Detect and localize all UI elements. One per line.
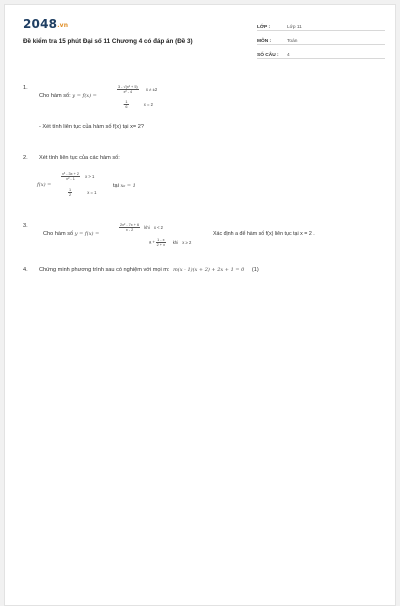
fraction xyxy=(117,85,139,94)
case-condition: x < 2 xyxy=(153,224,164,230)
fraction-denominator: x² - 1 xyxy=(66,177,75,181)
question-task: - Xét tính liên tục của hàm số f(x) tại x= 2? xyxy=(39,124,144,130)
case-condition: x > 1 xyxy=(85,173,95,179)
point: x₀ = 1 xyxy=(120,183,136,189)
fraction xyxy=(124,100,128,109)
exam-meta xyxy=(257,19,385,61)
fraction-denominator: x² - 4 xyxy=(123,90,133,94)
logo-text: 2048 xyxy=(23,17,58,31)
fraction xyxy=(156,238,165,247)
question-task: Xác định a để hàm số f(x) liên tục tại x = 2 . xyxy=(213,231,315,237)
khi-word: khi xyxy=(172,239,179,245)
function-name: f(x) = xyxy=(37,182,52,188)
meta-row-class xyxy=(257,19,385,31)
meta-key: MÔN : xyxy=(257,39,272,44)
fraction-denominator: x - 2 xyxy=(125,228,134,232)
fraction-numerator: 2x² - 7x + 6 xyxy=(120,223,140,227)
at-word: tại xyxy=(113,183,119,189)
question-number: 1. xyxy=(23,85,28,91)
fraction-numerator: x³ - 3x + 2 xyxy=(62,172,79,176)
fraction xyxy=(68,188,72,197)
question-number: 4. xyxy=(23,267,28,273)
logo-tld: .vn xyxy=(57,22,69,29)
fraction-numerator: 1 xyxy=(125,100,128,104)
fraction-denominator: 2 xyxy=(69,193,72,197)
case-condition: x = 1 xyxy=(87,189,97,195)
question-text: Chứng minh phương trình sau có nghiệm với mọi m: xyxy=(39,267,170,273)
meta-row-subject xyxy=(257,33,385,45)
meta-key: LỚP : xyxy=(257,25,271,30)
question-lead: Cho hàm số xyxy=(43,231,74,237)
fraction-numerator: 1 xyxy=(69,188,72,192)
meta-value: Toán xyxy=(287,39,298,44)
meta-row-count xyxy=(257,47,385,59)
question-number: 3. xyxy=(23,223,28,229)
sign: - xyxy=(123,101,125,107)
document-page xyxy=(4,4,396,606)
fraction-numerator: 3 - √(x² + 5) xyxy=(118,85,138,89)
case-condition: x ≠ ±2 xyxy=(145,86,158,92)
fraction-denominator: 2 + x xyxy=(156,243,165,247)
equation-tag: (1) xyxy=(251,267,259,273)
fraction xyxy=(61,172,80,181)
fraction-denominator: 6 xyxy=(125,105,128,109)
equation: m(x - 1)(x + 2) + 2x + 1 = 0 xyxy=(173,267,245,273)
meta-value: Lớp 11 xyxy=(287,25,302,30)
fraction-numerator: 1 - x xyxy=(157,238,165,242)
function-name: y = f(x) = xyxy=(74,231,100,237)
meta-key: SỐ CÂU : xyxy=(257,53,279,58)
question-text: Xét tính liên tục của các hàm số: xyxy=(39,155,120,161)
constant-a: a + xyxy=(149,239,155,245)
case-condition: x = 2 xyxy=(143,101,153,107)
meta-value: 4 xyxy=(287,53,290,58)
question-number: 2. xyxy=(23,155,28,161)
case-condition: x ≥ 2 xyxy=(182,239,192,245)
question-lead: Cho hàm số: xyxy=(39,93,71,99)
site-logo[interactable] xyxy=(23,17,68,31)
page-title: Đề kiểm tra 15 phút Đại số 11 Chương 4 có đáp án (Đề 3) xyxy=(23,38,193,45)
khi-word: khi xyxy=(144,224,150,230)
fraction xyxy=(119,223,140,232)
function-name: y = f(x) = xyxy=(72,93,97,99)
